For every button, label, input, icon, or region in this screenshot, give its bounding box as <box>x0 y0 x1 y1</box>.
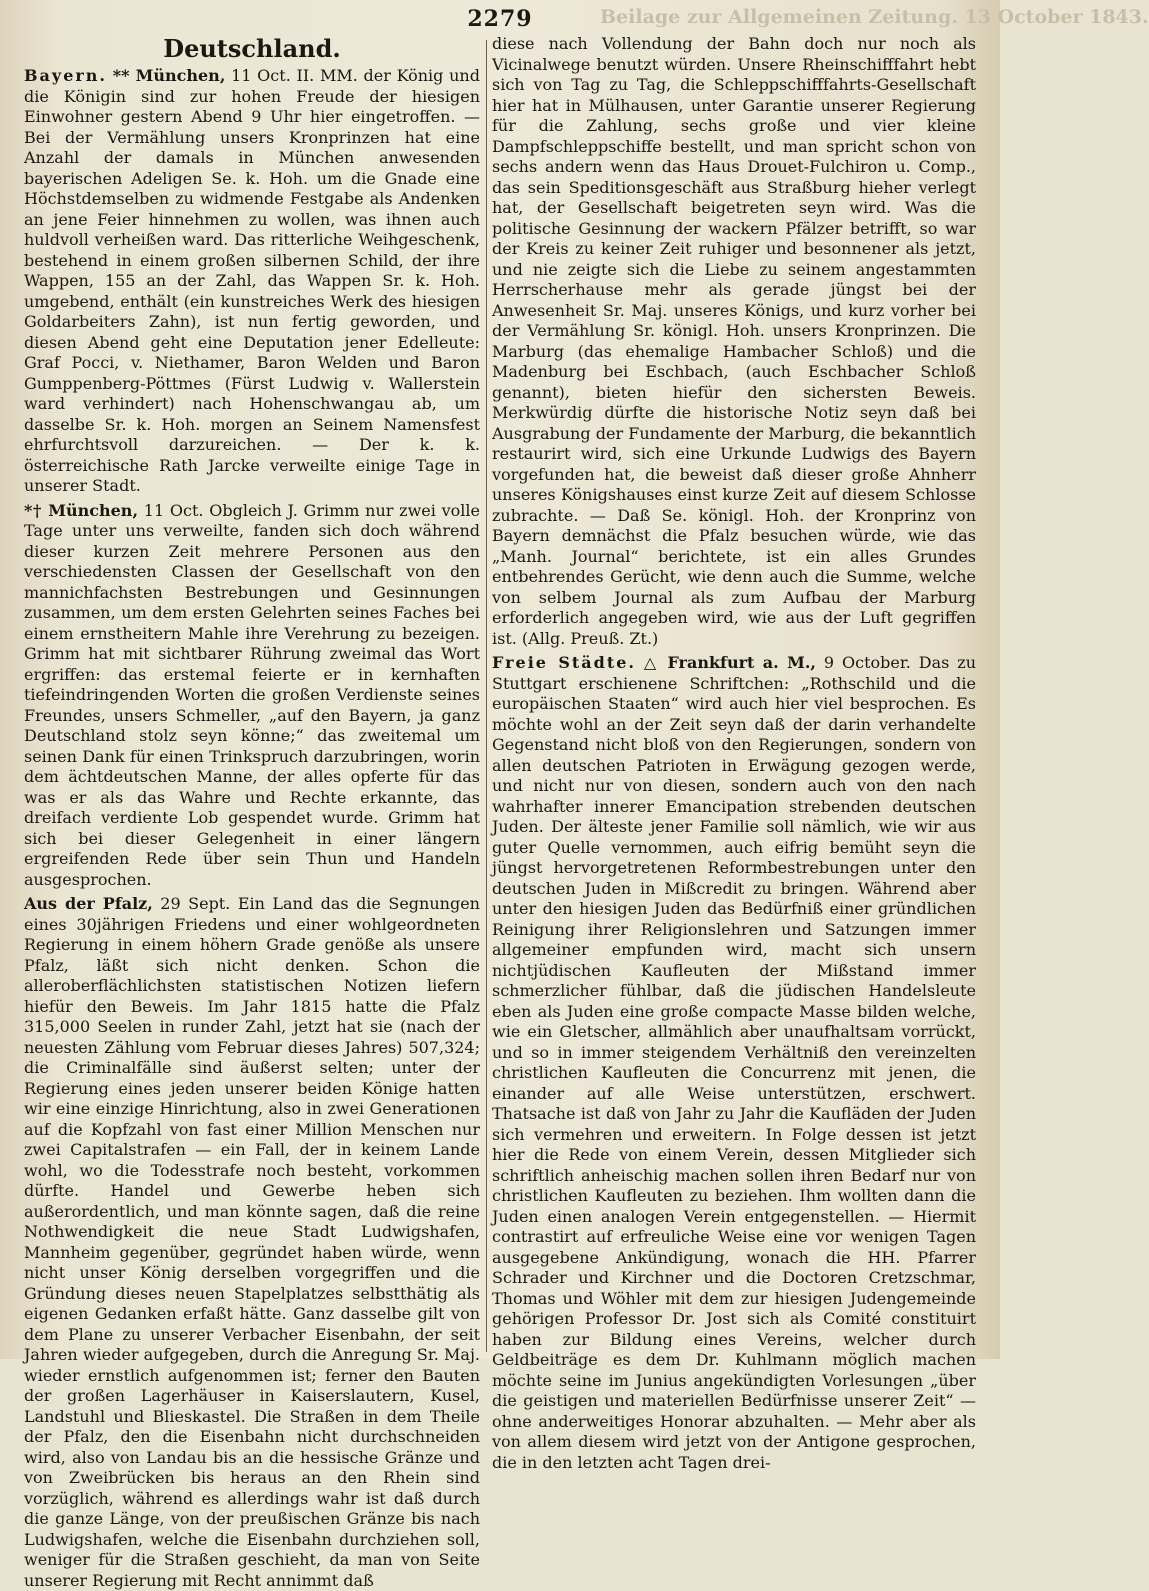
dateline-date: 11 Oct. <box>143 500 204 520</box>
page-number: 2279 <box>467 6 533 32</box>
dateline-date: 11 Oct. <box>231 66 291 85</box>
left-column <box>24 34 480 1590</box>
article-text: Das zu Stuttgart erschienene Schriftchen: „Rothschild und die europäischen Staaten“ wird auch hier viel besprochen. Es möchte wohl an der Zeit seyn daß der darin verhandelte Gegenstand nicht bloß von den Regierungen, sondern von allen deutschen Patrioten in Erwägung gezogen werde, und nicht nur von diesen, sondern auch von den nach wahrhafter innerer Emancipation strebenden deutschen Juden. Der älteste jener Familie soll nämlich, wie wir aus guter Quelle vernommen, auch eifrig bemüht seyn die jüngst hervorgetretenen Reformbestrebungen unter den deutschen Juden in Mißcredit zu bringen. Während aber unter den hiesigen Juden das Bedürfniß einer gründlichen Reinigung ihrer Religionslehren und Satzungen immer allgemeiner empfunden wird, macht sich unsern nichtjüdischen Kaufleuten der Mißstand immer schmerzlicher fühlbar, daß die jüdischen Handelsleute eben als Juden eine große compacte Masse bilden welche, wie ein Gletscher, allmählich aber unaufhaltsam vorrückt, und so in immer steigendem Verhältniß den vereinzelten christlichen Kaufleuten die Concurrenz mit jenen, die einander auf alle Weise unterstützen, erschwert. Thatsache ist daß von Jahr zu Jahr die Kaufläden der Juden sich vermehren und erweitern. In Folge dessen ist jetzt hier die Rede von einem Verein, dessen Mitglieder sich schriftlich anheischig machen sollen ihren Bedarf nur von christlichen Kaufleuten zu beziehen. Ihm wollten dann die Juden einen analogen Verein entgegenstellen. — Hiermit contrastirt auf erfreuliche Weise eine vor wenigen Tagen ausgegebene Ankündigung, wonach die HH. Pfarrer Schrader und Kirchner und die Doctoren Cretzschmar, Thomas und Wöhler mit dem zur hiesigen Judengemeinde gehörigen Professor Dr. Jost sich als Comité constituirt haben zur Bildung eines Vereins, welcher durch Geldbeiträge es dem Dr. Kuhlmann möglich machen möchte seine im Junius angekündigten Vorlesungen „über die geistigen und materiellen Bedürfnisse unserer Zeit“ — ohne anderweitiges Honorar abzuhalten. — Mehr aber als von allem diesem wird jetzt von der Antigone gesprochen, die in den letzten acht Tagen drei- <box>492 653 977 1472</box>
running-head: Beilage zur Allgemeinen Zeitung. 13 October 1843. <box>600 6 1149 28</box>
article-munich-royal <box>24 66 480 497</box>
dateline-place: ** München, <box>112 66 226 85</box>
region-heading: Freie Städte. <box>492 653 636 672</box>
article-frankfurt <box>492 653 976 1473</box>
dateline-place: △ Frankfurt a. M., <box>643 653 816 672</box>
dateline-date: 9 October. <box>823 653 911 672</box>
dateline-place: Aus der Pfalz, <box>24 894 153 913</box>
right-column <box>492 34 977 1472</box>
article-text: Ein Land das die Segnungen eines 30jährigen Friedens und einer wohlgeordneten Regierung in einem höhern Grade genöße als unsere Pfalz, läßt sich nicht denken. Schon die alleroberflächlichsten statistischen Notizen liefern hiefür den Beweis. Im Jahr 1815 hatte die Pfalz 315,000 Seelen in runder Zahl, jetzt hat sie (nach der neuesten Zählung vom Februar dieses Jahres) 507,324; die Criminalfälle sind äußerst selten; unter der Regierung eines jeden unserer beiden Könige hatten wir eine einzige Hinrichtung, also in zwei Generationen auf die Kopfzahl von fast einer Million Menschen nur zwei Capitalstrafen — ein Fall, der in keinem Lande wohl, wo die Todesstrafe noch besteht, vorkommen dürfte. Handel und Gewerbe heben sich außerordentlich, und man könnte sagen, daß die reine Nothwendigkeit die neue Stadt Ludwigshafen, Mannheim gegenüber, gegründet haben würde, wenn nicht unser König derselben vorgegriffen und die Gründung dieses neuen Stapelplatzes selbstthätig als eigenen Gedanken erfaßt hätte. Ganz dasselbe gilt von dem Plane zu unserer Verbacher Eisenbahn, der seit Jahren wieder aufgegeben, durch die Anregung Sr. Maj. wieder ernstlich aufgenommen ist; ferner den Bauten der großen Lagerhäuser in Kaiserslautern, Kusel, Landstuhl und Blieskastel. Die Straßen in dem Theile der Pfalz, den die Eisenbahn nicht durchschneiden wird, also von Landau bis an die hessische Gränze und von Zweibrücken bis heraus an den Rhein sind vorzüglich, während es allerdings wahr ist daß durch die ganze Länge, von der preußischen Gränze bis nach Ludwigshafen, welche die Eisenbahn durchziehen soll, weniger für die Straßen geschieht, da man von Seite unserer Regierung mit Recht annimmt daß <box>24 894 480 1590</box>
column-rule <box>486 40 487 1352</box>
article-pfalz <box>24 894 480 1591</box>
region-heading: Bayern. <box>24 66 107 85</box>
article-pfalz-continued <box>492 34 976 649</box>
section-title-deutschland: Deutschland. <box>163 34 341 63</box>
article-text: diese nach Vollendung der Bahn doch nur noch als Vicinalwege benutzt würden. Unsere Rheinschifffahrt hebt sich von Tag zu Tag, die Schleppschifffahrts-Gesellschaft hier hat in Mülhausen, unter Garantie unserer Regierung für die Zahlung, sechs große und vier kleine Dampfschleppschiffe bestellt, und man spricht schon von sechs andern wenn das Haus Drouet-Fulchiron u. Comp., das sein Speditionsgeschäft aus Straßburg hieher verlegt hat, der Gesellschaft beigetreten seyn wird. Was die politische Gesinnung der wackern Pfälzer betrifft, so war der Kreis zu keiner Zeit ruhiger und besonnener als jetzt, und nie zeigte sich die Liebe zu seinem angestammten Herrscherhause mehr als gerade jüngst bei der Anwesenheit Sr. Maj. unseres Königs, und kurz vorher bei der Vermählung Sr. königl. Hoh. unsers Kronprinzen. Die Marburg (das ehemalige Hambacher Schloß) und die Madenburg bei Eschbach, (auch Eschbacher Schloß genannt), bieten hiefür den sichersten Beweis. Merkwürdig dürfte die historische Notiz seyn daß bei Ausgrabung der Fundamente der Marburg, die bekanntlich restaurirt wird, sich eine Urkunde Ludwigs des Bayern vorgefunden hat, die beweist daß dieser große Ahnherr unseres Königshauses einst kurze Zeit auf diesem Schlosse zubrachte. — Daß Se. königl. Hoh. der Kronprinz von Bayern demnächst die Pfalz besuchen würde, wie das „Manh. Journal“ berichtete, ist ein alles Grundes entbehrendes Gerücht, wie denn auch die Summe, welche von selbem Journal als zum Aufbau der Marburg erforderlich angegeben wird, wie aus der Luft gegriffen ist. (Allg. Preuß. Zt.) <box>492 34 976 648</box>
dateline-date: 29 Sept. <box>160 894 231 913</box>
article-text: Obgleich J. Grimm nur zwei volle Tage unter uns verweilte, fanden sich doch während dieser kurzen Zeit mehrere Personen aus den verschiedensten Classen der Gesellschaft von den mannichfachsten Bestrebungen und Gesinnungen zusammen, um dem ersten Gelehrten seines Faches bei einem ernstheitern Mahle ihre Verehrung zu bezeigen. Grimm hat mit sichtbarer Rührung zweimal das Wort ergriffen: das erstemal feierte er in kernhaften tiefeindringenden Worten die großen Verdienste seines Freundes, unsers Schmeller, „auf den Bayern, ja ganz Deutschland stolz seyn könne;“ das zweitemal um seinen Dank für einen Trinkspruch darzubringen, worin dem ächtdeutschen Manne, der alles opferte für das was er als das Wahre und Rechte erkannte, das dreifach verdiente Lob gespendet wurde. Grimm hat sich bei dieser Gelegenheit in einer längern ergreifenden Rede über sein Thun und Handeln ausgesprochen. <box>24 500 480 889</box>
article-munich-grimm <box>24 501 480 891</box>
dateline-place: *† München, <box>24 500 139 520</box>
article-text: II. MM. der König und die Königin sind zur hohen Freude der hiesigen Einwohner gestern Abend 9 Uhr hier eingetroffen. — Bei der Vermählung unsers Kronprinzen hat eine Anzahl der damals in München anwesenden bayerischen Adeligen Se. k. Hoh. um die Gnade eine Höchstdemselben zu widmende Festgabe als Andenken an jene Feier hinnehmen zu wollen, was ihnen auch huldvoll verheißen ward. Das ritterliche Weihgeschenk, bestehend in einem großen silbernen Schild, der ihre Wappen, 155 an der Zahl, das Wappen Sr. k. Hoh. umgebend, enthält (ein kunstreiches Werk des hiesigen Goldarbeiters Zahn), ist nun fertig geworden, und diesen Abend geht eine Deputation jener Edelleute: Graf Pocci, v. Niethamer, Baron Welden und Baron Gumppenberg-Pöttmes (Fürst Ludwig v. Wallerstein ward verhindert) nach Hohenschwangau ab, um dasselbe Sr. k. Hoh. morgen an Seinem Namensfest ehrfurchtsvoll darzureichen. — Der k. k. österreichische Rath Jarcke verweilte einige Tage in unserer Stadt. <box>24 66 480 495</box>
